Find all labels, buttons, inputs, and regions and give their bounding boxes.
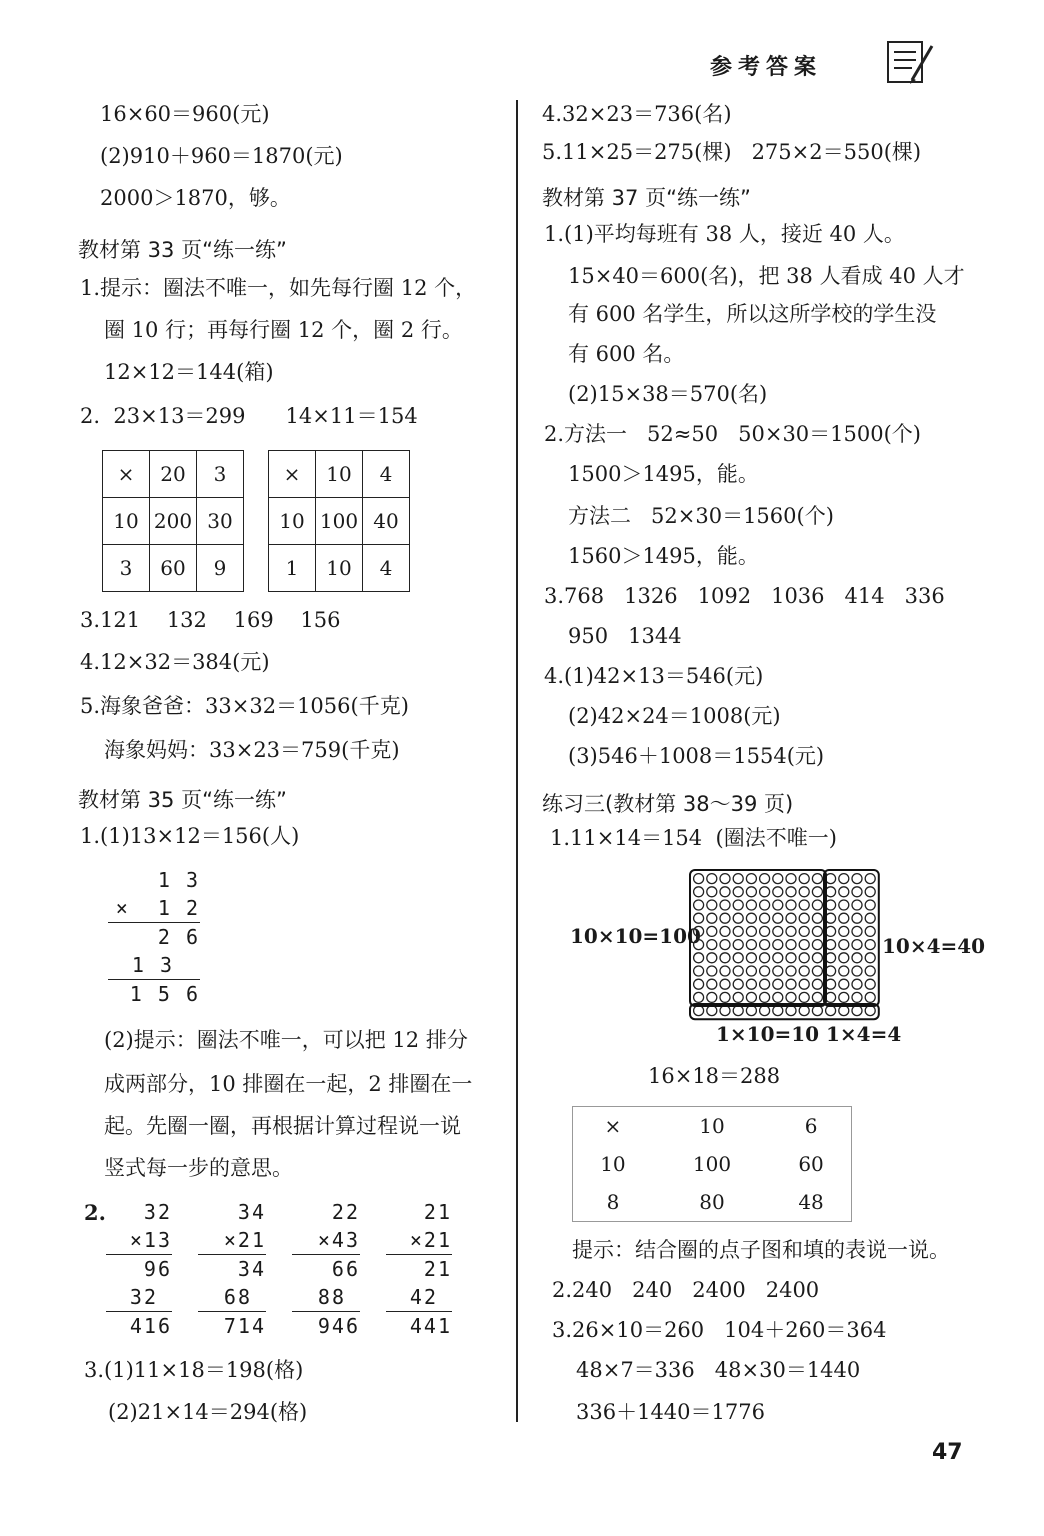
dot-label-right: 10×4=40 <box>882 934 986 958</box>
calc-row: 32 <box>115 1285 158 1309</box>
dot <box>852 887 862 897</box>
dot <box>865 887 875 897</box>
dot <box>746 979 756 989</box>
dot <box>799 953 809 963</box>
cell: 6 <box>804 1114 818 1138</box>
ex3-q3-line3: 336＋1440＝1776 <box>576 1400 765 1424</box>
dot-label-bottom-left: 1×10=10 <box>716 1022 820 1046</box>
cell: 48 <box>798 1190 824 1214</box>
dot <box>773 900 783 910</box>
dot <box>799 966 809 976</box>
p35-q3-line1: 3.(1)11×18＝198(格) <box>84 1358 304 1382</box>
cell: × <box>269 451 316 498</box>
dot <box>707 979 717 989</box>
dot <box>826 900 836 910</box>
right-top-line-1: 4.32×23＝736(名) <box>542 102 732 126</box>
cell: 3 <box>103 545 150 592</box>
dot <box>826 992 836 1002</box>
p35-q3-line2: (2)21×14＝294(格) <box>108 1400 308 1424</box>
dot-label-bottom-right: 1×4=4 <box>826 1022 902 1046</box>
dot <box>707 966 717 976</box>
calc-row: 2 6 <box>108 922 200 951</box>
dot <box>773 874 783 884</box>
dot <box>826 887 836 897</box>
dot <box>707 940 717 950</box>
dot <box>865 913 875 923</box>
cell: 80 <box>699 1190 725 1214</box>
dot-label-left: 10×10=100 <box>570 924 701 948</box>
dot <box>707 1006 717 1016</box>
dot <box>733 953 743 963</box>
dot <box>760 953 770 963</box>
dot <box>694 913 704 923</box>
dot <box>839 874 849 884</box>
dot <box>852 926 862 936</box>
dot <box>760 940 770 950</box>
dot <box>746 926 756 936</box>
dot <box>746 900 756 910</box>
dot <box>746 887 756 897</box>
dot <box>707 926 717 936</box>
right-top-line-2: 5.11×25＝275(棵) 275×2＝550(棵) <box>542 140 922 164</box>
dot <box>760 979 770 989</box>
dot <box>852 1006 862 1016</box>
dot <box>826 979 836 989</box>
dot <box>746 992 756 1002</box>
dot <box>826 966 836 976</box>
dot <box>760 966 770 976</box>
dot <box>812 966 822 976</box>
calc-row: 34 <box>209 1200 266 1224</box>
calc-row: 88 <box>303 1285 346 1309</box>
dot <box>746 913 756 923</box>
dot <box>707 874 717 884</box>
dot <box>760 874 770 884</box>
calc-row: 441 <box>386 1311 452 1340</box>
dot <box>812 900 822 910</box>
dot <box>733 979 743 989</box>
group-10x10 <box>690 870 826 1006</box>
dot <box>746 940 756 950</box>
vertical-multiplication <box>108 866 200 1008</box>
dot <box>733 887 743 897</box>
dot <box>839 966 849 976</box>
dot <box>773 926 783 936</box>
cell: 4 <box>363 451 410 498</box>
cell: 60 <box>798 1152 824 1176</box>
ex3-q1: 1.11×14＝154 (圈法不唯一) <box>550 826 837 850</box>
dot <box>773 992 783 1002</box>
ex3-equation: 16×18＝288 <box>648 1064 781 1088</box>
dot <box>799 979 809 989</box>
dot <box>865 1006 875 1016</box>
dot <box>826 926 836 936</box>
dot <box>799 940 809 950</box>
dot <box>812 926 822 936</box>
dot <box>694 926 704 936</box>
dot <box>839 887 849 897</box>
calc-row: 714 <box>198 1311 266 1340</box>
dot <box>733 874 743 884</box>
dot <box>812 940 822 950</box>
dot <box>720 1006 730 1016</box>
cell: 10 <box>699 1114 725 1138</box>
section-heading-p37: 教材第 37 页“练一练” <box>542 186 751 210</box>
dot <box>812 887 822 897</box>
p33-q2: 2. 23×13＝299 14×11＝154 <box>80 404 418 428</box>
dot <box>812 992 822 1002</box>
dot <box>694 966 704 976</box>
cell: 3 <box>197 451 244 498</box>
p35-q1-part2-line2: 成两部分，10 排圈在一起，2 排圈在一 <box>104 1072 473 1096</box>
multiplication-table-2 <box>268 450 410 592</box>
calc-row: 946 <box>292 1311 360 1340</box>
dot <box>694 992 704 1002</box>
dot <box>694 1006 704 1016</box>
dot <box>746 1006 756 1016</box>
dot <box>865 874 875 884</box>
cell: 10 <box>316 451 363 498</box>
p37-q1-line4: 有 600 名。 <box>568 342 685 366</box>
dot <box>852 900 862 910</box>
p37-q1-line2: 15×40＝600(名)，把 38 人看成 40 人才 <box>568 264 965 288</box>
dot <box>733 940 743 950</box>
dot <box>865 900 875 910</box>
p37-q4-line2: (2)42×24＝1008(元) <box>568 704 781 728</box>
dot <box>799 992 809 1002</box>
dot <box>852 874 862 884</box>
cell: 10 <box>600 1152 626 1176</box>
dot <box>694 953 704 963</box>
dot <box>733 1006 743 1016</box>
page-header-title: 参考答案 <box>710 55 823 80</box>
dot <box>760 887 770 897</box>
column-divider <box>516 100 518 1422</box>
ex3-q2: 2.240 240 2400 2400 <box>552 1278 820 1302</box>
dot <box>773 887 783 897</box>
p37-q2-line2: 1500＞1495，能。 <box>568 462 759 486</box>
dot <box>720 992 730 1002</box>
notebook-pencil-icon <box>882 36 938 88</box>
page-number: 47 <box>932 1440 963 1465</box>
dot <box>694 887 704 897</box>
dot <box>773 966 783 976</box>
p35-q1-part2-line3: 起。先圈一圈，再根据计算过程说一说 <box>104 1114 461 1138</box>
dot <box>746 966 756 976</box>
section-heading-p33: 教材第 33 页“练一练” <box>78 238 287 262</box>
p33-q5-line2: 海象妈妈：33×23＝759(千克) <box>104 738 400 762</box>
dot <box>720 953 730 963</box>
dot <box>839 900 849 910</box>
p37-q4-line1: 4.(1)42×13＝546(元) <box>544 664 764 688</box>
cell: 4 <box>363 545 410 592</box>
dot <box>852 953 862 963</box>
vertical-calc-1 <box>106 1198 172 1340</box>
p37-q1-line3: 有 600 名学生，所以这所学校的学生没 <box>568 302 937 326</box>
dot <box>707 992 717 1002</box>
calc-row: 32 <box>115 1200 172 1224</box>
dot <box>760 900 770 910</box>
dot <box>720 966 730 976</box>
dot <box>786 992 796 1002</box>
dot <box>826 1006 836 1016</box>
calc-row: 1 3 <box>117 953 174 977</box>
ex3-multiplication-table <box>572 1106 852 1222</box>
cell: 10 <box>103 498 150 545</box>
cell: 40 <box>363 498 410 545</box>
dot <box>707 887 717 897</box>
p37-q3-line2: 950 1344 <box>568 624 682 648</box>
calc-row: 21 <box>386 1254 452 1283</box>
dot <box>720 913 730 923</box>
calc-row: × 1 2 <box>115 896 200 920</box>
p37-q1-line1: 1.(1)平均每班有 38 人，接近 40 人。 <box>544 222 905 246</box>
left-line-1: 16×60＝960(元) <box>100 102 270 126</box>
cell: 200 <box>150 498 197 545</box>
dot <box>694 940 704 950</box>
multiplication-table-1 <box>102 450 244 592</box>
cell: × <box>604 1114 622 1138</box>
dot <box>865 966 875 976</box>
dot <box>865 992 875 1002</box>
dot <box>799 887 809 897</box>
p33-q1-line2: 圈 10 行；再每行圈 12 个，圈 2 行。 <box>104 318 463 342</box>
dot <box>812 874 822 884</box>
dot <box>826 913 836 923</box>
cell: 1 <box>269 545 316 592</box>
dot <box>839 979 849 989</box>
dot <box>733 926 743 936</box>
dot <box>812 953 822 963</box>
dot <box>733 992 743 1002</box>
cell: × <box>103 451 150 498</box>
cell: 9 <box>197 545 244 592</box>
calc-row: 416 <box>106 1311 172 1340</box>
dot <box>812 979 822 989</box>
dot <box>720 926 730 936</box>
p37-q3-line1: 3.768 1326 1092 1036 414 336 <box>544 584 945 608</box>
dot <box>746 874 756 884</box>
dot <box>733 913 743 923</box>
p35-q2-label: 2. <box>84 1200 106 1225</box>
dot <box>865 926 875 936</box>
cell: 60 <box>150 545 197 592</box>
ex3-q3-line2: 48×7＝336 48×30＝1440 <box>576 1358 861 1382</box>
cell: 10 <box>316 545 363 592</box>
dot <box>865 979 875 989</box>
dot <box>733 966 743 976</box>
dot <box>720 979 730 989</box>
dot <box>812 913 822 923</box>
dot <box>760 913 770 923</box>
vertical-calc-3 <box>292 1198 360 1340</box>
dot <box>746 953 756 963</box>
dot <box>786 874 796 884</box>
dot <box>773 940 783 950</box>
calc-row: 1 3 <box>129 868 200 892</box>
dot <box>786 1006 796 1016</box>
dot <box>852 913 862 923</box>
cell: 8 <box>606 1190 620 1214</box>
calc-row: ×13 <box>129 1228 172 1252</box>
dot <box>839 940 849 950</box>
dot <box>760 926 770 936</box>
vertical-calc-2 <box>198 1198 266 1340</box>
calc-row: 96 <box>106 1254 172 1283</box>
dot <box>720 940 730 950</box>
dot <box>812 1006 822 1016</box>
dot <box>839 926 849 936</box>
p37-q1-line5: (2)15×38＝570(名) <box>568 382 768 406</box>
dot <box>786 887 796 897</box>
dot <box>799 900 809 910</box>
dot <box>773 1006 783 1016</box>
dot <box>826 953 836 963</box>
calc-row: 1 5 6 <box>108 979 200 1008</box>
dot <box>760 1006 770 1016</box>
dot <box>839 953 849 963</box>
dot <box>852 940 862 950</box>
section-heading-p35: 教材第 35 页“练一练” <box>78 788 287 812</box>
p35-q1-part2-line1: (2)提示：圈法不唯一，可以把 12 排分 <box>104 1028 468 1052</box>
calc-row: 68 <box>209 1285 252 1309</box>
cell: 100 <box>692 1152 732 1176</box>
group-10x4 <box>824 870 879 1006</box>
dot <box>799 926 809 936</box>
p37-q4-line3: (3)546＋1008＝1554(元) <box>568 744 825 768</box>
dot <box>720 900 730 910</box>
ex3-hint: 提示：结合圈的点子图和填的表说一说。 <box>572 1238 950 1262</box>
dot <box>799 1006 809 1016</box>
calc-row: ×21 <box>223 1228 266 1252</box>
p37-q2-line1: 2.方法一 52≈50 50×30＝1500(个) <box>544 422 921 446</box>
left-line-3: 2000＞1870，够。 <box>100 186 291 210</box>
dot <box>786 926 796 936</box>
p35-q1-part2-line4: 竖式每一步的意思。 <box>104 1156 293 1180</box>
dot <box>786 940 796 950</box>
cell: 20 <box>150 451 197 498</box>
dot <box>773 953 783 963</box>
dot <box>694 900 704 910</box>
dot <box>707 900 717 910</box>
dot <box>707 913 717 923</box>
dot <box>733 900 743 910</box>
vertical-calc-4 <box>386 1198 452 1340</box>
dot <box>839 913 849 923</box>
dot <box>707 953 717 963</box>
ex3-q3-line1: 3.26×10＝260 104＋260＝364 <box>552 1318 887 1342</box>
dot <box>786 913 796 923</box>
cell: 100 <box>316 498 363 545</box>
p37-q2-line3: 方法二 52×30＝1560(个) <box>568 504 834 528</box>
calc-row: ×43 <box>317 1228 360 1252</box>
dot <box>720 887 730 897</box>
cell: 30 <box>197 498 244 545</box>
dot-array-diagram <box>688 868 882 1022</box>
dot <box>720 874 730 884</box>
cell: 10 <box>269 498 316 545</box>
dot <box>852 992 862 1002</box>
dot <box>826 940 836 950</box>
p33-q5-line1: 5.海象爸爸：33×32＝1056(千克) <box>80 694 409 718</box>
dot <box>799 913 809 923</box>
p33-q1-line1: 1.提示：圈法不唯一，如先每行圈 12 个， <box>80 276 477 300</box>
calc-row: 66 <box>292 1254 360 1283</box>
section-heading-ex3: 练习三(教材第 38～39 页) <box>542 792 794 816</box>
dot <box>852 979 862 989</box>
calc-row: 34 <box>198 1254 266 1283</box>
dot <box>786 966 796 976</box>
p35-q1: 1.(1)13×12＝156(人) <box>80 824 300 848</box>
dot <box>694 979 704 989</box>
dot <box>773 913 783 923</box>
dot <box>799 874 809 884</box>
dot <box>865 940 875 950</box>
dot <box>786 953 796 963</box>
dot <box>852 966 862 976</box>
dot <box>826 874 836 884</box>
p33-q3: 3.121 132 169 156 <box>80 608 341 632</box>
dot <box>760 992 770 1002</box>
dot <box>786 900 796 910</box>
left-line-2: (2)910＋960＝1870(元) <box>100 144 343 168</box>
p33-q1-line3: 12×12＝144(箱) <box>104 360 274 384</box>
dot <box>865 953 875 963</box>
p33-q4: 4.12×32＝384(元) <box>80 650 270 674</box>
dot <box>839 992 849 1002</box>
calc-row: 42 <box>395 1285 438 1309</box>
dot <box>773 979 783 989</box>
calc-row: 22 <box>303 1200 360 1224</box>
dot <box>839 1006 849 1016</box>
dot <box>694 874 704 884</box>
p37-q2-line4: 1560＞1495，能。 <box>568 544 759 568</box>
calc-row: ×21 <box>409 1228 452 1252</box>
dot <box>786 979 796 989</box>
calc-row: 21 <box>395 1200 452 1224</box>
